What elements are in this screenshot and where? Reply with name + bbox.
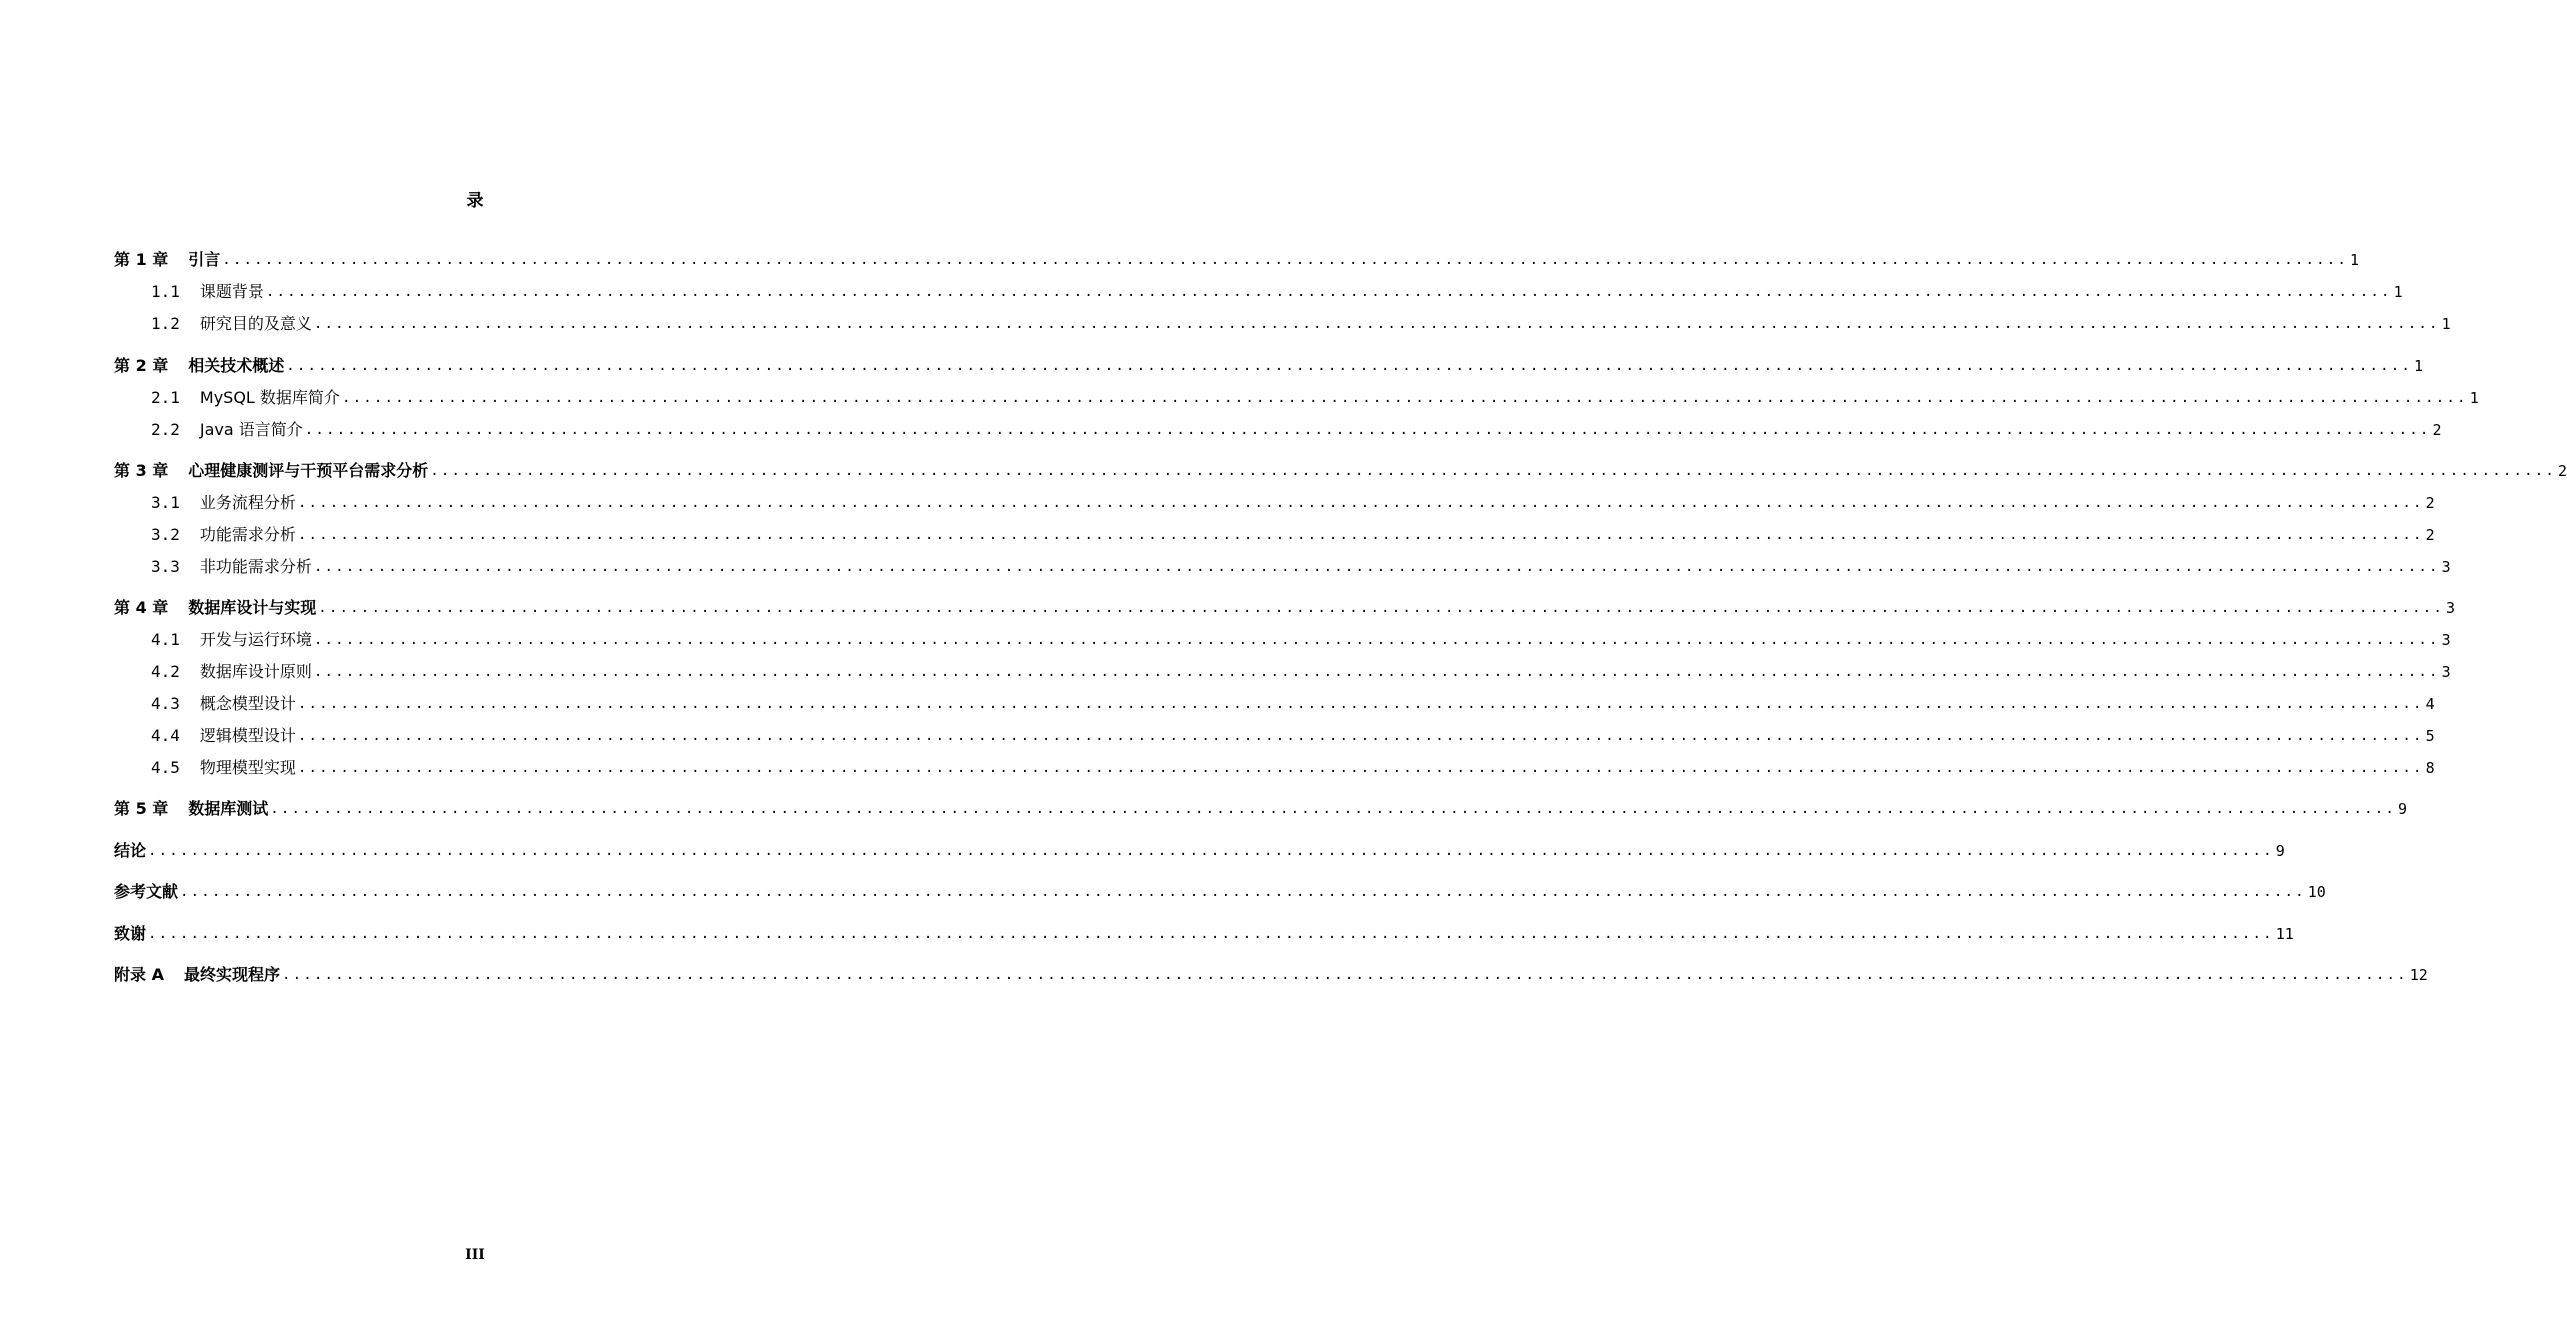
toc-leader-dots: ........................................................................................................................................................................................................ xyxy=(313,559,2440,575)
toc-entry-page: 10 xyxy=(2307,883,2326,901)
toc-entry-number: 4.2 xyxy=(151,662,180,681)
toc-leader-dots: ........................................................................................................................................................................................................ xyxy=(148,843,2274,859)
toc-section-entry[interactable] xyxy=(151,628,2451,652)
toc-section-entry[interactable] xyxy=(151,660,2451,684)
toc-leader-dots: ........................................................................................................................................................................................................ xyxy=(180,884,2306,900)
toc-entry-page: 2 xyxy=(2558,462,2567,480)
toc-section-entry[interactable] xyxy=(151,523,2435,547)
toc-entry-page: 1 xyxy=(2393,283,2403,301)
toc-entry-page: 11 xyxy=(2275,925,2294,943)
toc-entry-number: 第 4 章 xyxy=(114,598,169,617)
toc-entry-number: 3.2 xyxy=(151,525,180,544)
toc-entry-page: 4 xyxy=(2425,695,2435,713)
toc-chapter-entry[interactable] xyxy=(114,963,2428,987)
toc-leader-dots: ........................................................................................................................................................................................................ xyxy=(265,284,2392,300)
toc-leader-dots: ........................................................................................................................................................................................................ xyxy=(148,926,2274,942)
toc-section-entry[interactable] xyxy=(151,555,2451,579)
toc-entry-title: 致谢 xyxy=(114,924,147,943)
toc-leader-dots: ........................................................................................................................................................................................................ xyxy=(297,495,2424,511)
toc-entry-title: 非功能需求分析 xyxy=(199,557,312,576)
toc-entry-page: 2 xyxy=(2432,421,2442,439)
toc-section-entry[interactable] xyxy=(151,724,2435,748)
toc-entry-title: 逻辑模型设计 xyxy=(199,726,296,745)
toc-entry-number: 4.4 xyxy=(151,726,180,745)
toc-entry-title: 课题背景 xyxy=(199,282,264,301)
toc-entry-number: 附录 A xyxy=(114,965,164,984)
toc-entry-page: 9 xyxy=(2275,842,2285,860)
toc-entry-number: 1.1 xyxy=(151,282,180,301)
toc-chapter-entry[interactable] xyxy=(114,248,2360,272)
toc-entry-number: 4.3 xyxy=(151,694,180,713)
toc-chapter-entry[interactable] xyxy=(114,839,2285,863)
toc-leader-dots: ........................................................................................................................................................................................................ xyxy=(313,316,2440,332)
toc-entry-page: 3 xyxy=(2441,631,2451,649)
toc-entry-page: 3 xyxy=(2446,599,2456,617)
toc-chapter-entry[interactable] xyxy=(114,922,2294,946)
toc-entry-number: 第 1 章 xyxy=(114,250,169,269)
toc-entry-page: 3 xyxy=(2441,663,2451,681)
page-number: III xyxy=(465,1247,485,1263)
toc-section-entry[interactable] xyxy=(151,312,2451,336)
toc-entry-page: 8 xyxy=(2425,759,2435,777)
toc-entry-number: 1.2 xyxy=(151,314,180,333)
toc-section-entry[interactable] xyxy=(151,491,2435,515)
toc-entry-number: 第 3 章 xyxy=(114,461,169,480)
toc-chapter-entry[interactable] xyxy=(114,354,2424,378)
toc-section-entry[interactable] xyxy=(151,418,2442,442)
toc-entry-title: 心理健康测评与干预平台需求分析 xyxy=(188,461,429,480)
toc-entry-page: 2 xyxy=(2425,526,2435,544)
toc-entry-title: 结论 xyxy=(114,841,147,860)
toc-entry-page: 5 xyxy=(2425,727,2435,745)
toc-entry-title: 功能需求分析 xyxy=(199,525,296,544)
toc-entry-page: 1 xyxy=(2350,251,2360,269)
toc-leader-dots: ........................................................................................................................................................................................................ xyxy=(430,463,2557,479)
toc-section-entry[interactable] xyxy=(151,692,2435,716)
toc-leader-dots: ........................................................................................................................................................................................................ xyxy=(313,632,2440,648)
toc-leader-dots: ........................................................................................................................................................................................................ xyxy=(286,358,2413,374)
toc-entry-title: 数据库设计原则 xyxy=(199,662,312,681)
toc-entry-number: 2.2 xyxy=(151,420,180,439)
toc-leader-dots: ........................................................................................................................................................................................................ xyxy=(341,390,2468,406)
toc-leader-dots: ........................................................................................................................................................................................................ xyxy=(270,801,2397,817)
toc-entry-page: 2 xyxy=(2425,494,2435,512)
toc-leader-dots: ........................................................................................................................................................................................................ xyxy=(313,664,2440,680)
toc-entry-number: 2.1 xyxy=(151,388,180,407)
toc-entry-title: 数据库测试 xyxy=(188,799,269,818)
toc-leader-dots: ........................................................................................................................................................................................................ xyxy=(281,967,2408,983)
toc-leader-dots: ........................................................................................................................................................................................................ xyxy=(297,527,2424,543)
toc-leader-dots: ........................................................................................................................................................................................................ xyxy=(318,600,2445,616)
toc-leader-dots: ........................................................................................................................................................................................................ xyxy=(297,696,2424,712)
toc-entry-page: 1 xyxy=(2441,315,2451,333)
toc-section-entry[interactable] xyxy=(151,756,2435,780)
toc-leader-dots: ........................................................................................................................................................................................................ xyxy=(304,422,2431,438)
toc-section-entry[interactable] xyxy=(151,280,2403,304)
toc-entry-title: MySQL 数据库简介 xyxy=(199,388,340,407)
toc-entry-number: 3.1 xyxy=(151,493,180,512)
toc-title: 录 xyxy=(466,191,484,211)
toc-entry-page: 9 xyxy=(2398,800,2408,818)
toc-entry-title: 研究目的及意义 xyxy=(199,314,312,333)
toc-section-entry[interactable] xyxy=(151,386,2479,410)
toc-entry-number: 4.5 xyxy=(151,758,180,777)
toc-entry-title: 最终实现程序 xyxy=(183,965,280,984)
toc-entry-number: 3.3 xyxy=(151,557,180,576)
toc-entry-title: Java 语言简介 xyxy=(199,420,303,439)
toc-entry-title: 物理模型实现 xyxy=(199,758,296,777)
toc-entry-page: 1 xyxy=(2469,389,2479,407)
toc-chapter-entry[interactable] xyxy=(114,596,2456,620)
toc-leader-dots: ........................................................................................................................................................................................................ xyxy=(222,252,2349,268)
toc-entry-title: 业务流程分析 xyxy=(199,493,296,512)
toc-entry-page: 1 xyxy=(2414,357,2424,375)
toc-chapter-entry[interactable] xyxy=(114,797,2408,821)
toc-chapter-entry[interactable] xyxy=(114,459,2567,483)
toc-entry-number: 4.1 xyxy=(151,630,180,649)
toc-entry-number: 第 2 章 xyxy=(114,356,169,375)
toc-leader-dots: ........................................................................................................................................................................................................ xyxy=(297,728,2424,744)
toc-entry-title: 引言 xyxy=(188,250,221,269)
toc-entry-title: 参考文献 xyxy=(114,882,179,901)
toc-entry-page: 3 xyxy=(2441,558,2451,576)
toc-chapter-entry[interactable] xyxy=(114,880,2326,904)
toc-entry-page: 12 xyxy=(2409,966,2428,984)
toc-leader-dots: ........................................................................................................................................................................................................ xyxy=(297,760,2424,776)
toc-entry-title: 开发与运行环境 xyxy=(199,630,312,649)
toc-entry-title: 概念模型设计 xyxy=(199,694,296,713)
toc-entry-number: 第 5 章 xyxy=(114,799,169,818)
toc-entry-title: 数据库设计与实现 xyxy=(188,598,317,617)
toc-entry-title: 相关技术概述 xyxy=(188,356,285,375)
